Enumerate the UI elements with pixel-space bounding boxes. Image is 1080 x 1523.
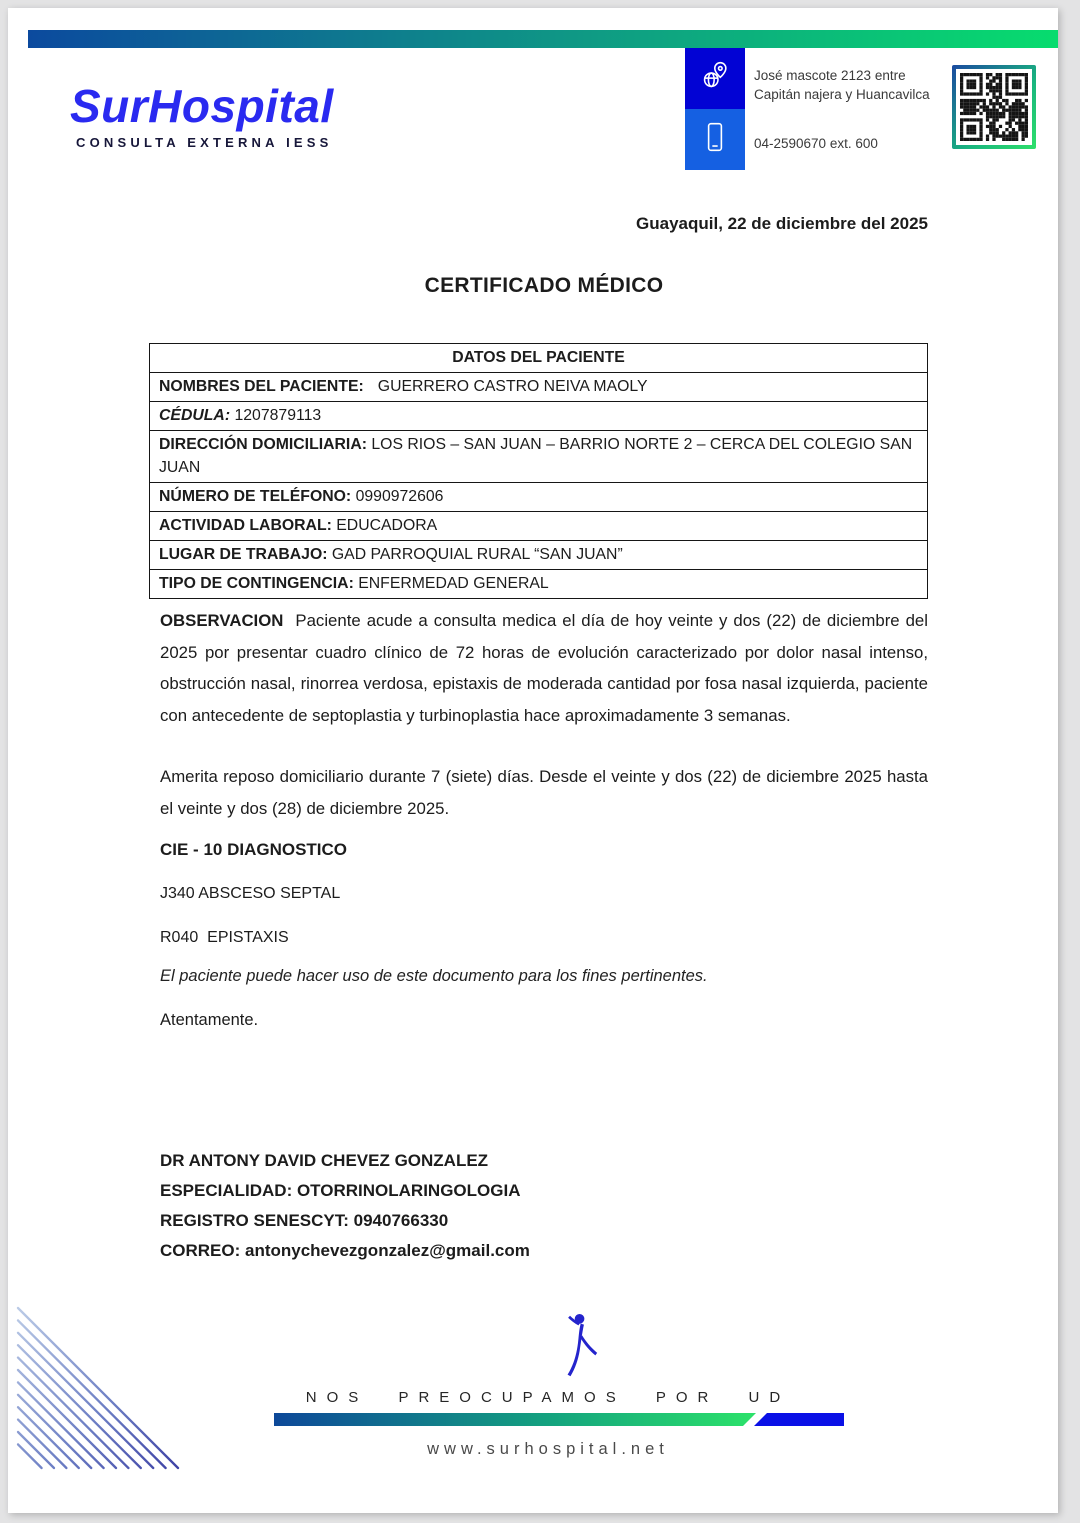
rest-paragraph: Amerita reposo domiciliario durante 7 (siete) días. Desde el veinte y dos (22) de diciembre 2025 hasta el veinte y dos (28) de diciembre 2025.: [160, 767, 928, 818]
footer-website: www.surhospital.net: [427, 1440, 669, 1458]
document-page: [8, 8, 1058, 1513]
location-pin-globe-icon: [698, 59, 732, 98]
footer-blue-bar: [754, 1413, 844, 1426]
table-row: DIRECCIÓN DOMICILIARIA: LOS RIOS – SAN JUAN – BARRIO NORTE 2 – CERCA DEL COLEGIO SAN JUAN: [150, 431, 927, 483]
diagnosis-item: J340 ABSCESO SEPTAL: [160, 885, 341, 902]
table-row: ACTIVIDAD LABORAL: EDUCADORA: [150, 512, 927, 541]
hospital-phone: 04-2590670 ext. 600: [754, 136, 878, 151]
qr-code: [952, 65, 1036, 149]
logo-subtitle: CONSULTA EXTERNA IESS: [76, 135, 333, 150]
table-row: CÉDULA: 1207879113: [150, 402, 927, 431]
hospital-address: [754, 66, 944, 104]
address-line-2: Capitán najera y Huancavilca: [754, 87, 930, 102]
table-row: TIPO DE CONTINGENCIA: ENFERMEDAD GENERAL: [159, 575, 549, 592]
usage-note: El paciente puede hacer uso de este documento para los fines pertinentes.: [160, 967, 708, 985]
patient-data-table: [149, 343, 928, 599]
doctor-registry: REGISTRO SENESCYT: 0940766330: [160, 1211, 449, 1230]
phone-icon-tile: [685, 109, 745, 170]
diagnosis-item: R040 EPISTAXIS: [160, 929, 289, 946]
contact-icons: [685, 48, 745, 170]
footer-gradient-bar: [274, 1413, 756, 1426]
page-title: CERTIFICADO MÉDICO: [424, 274, 664, 297]
table-row: NOMBRES DEL PACIENTE: GUERRERO CASTRO NEIVA MAOLY: [150, 373, 927, 402]
doctor-name: DR ANTONY DAVID CHEVEZ GONZALEZ: [160, 1151, 489, 1170]
footer-tagline: NOS PREOCUPAMOS POR UD: [305, 1389, 791, 1406]
jumping-person-logo-icon: [556, 1313, 602, 1387]
header-gradient-bar: [28, 30, 1058, 48]
location-icon-tile: [685, 48, 745, 109]
observation-text: Paciente acude a consulta medica el día de hoy veinte y dos (22) de diciembre del 2025 por presentar cuadro clínico de 72 horas de evolución caracterizado por dolor nasal intenso, obstrucción nasal, rinorrea verdosa, epistaxis de moderada cantidad por fosa nasal izquierda, paciente con antecedente de septoplastia y turbinoplastia hace aproximadamente 3 semanas.: [160, 611, 928, 725]
date-line: Guayaquil, 22 de diciembre del 2025: [636, 214, 928, 233]
smartphone-icon: [698, 120, 732, 159]
doctor-block: [160, 1146, 928, 1266]
hospital-logo: [70, 82, 400, 150]
logo-wordmark: SurHospital: [70, 80, 334, 132]
diagnosis-heading: CIE - 10 DIAGNOSTICO: [160, 840, 348, 859]
observation-paragraph: [160, 605, 928, 731]
observation-label: OBSERVACION: [160, 611, 284, 630]
diagonal-lines-decoration: [8, 1298, 208, 1474]
closing-text: Atentamente.: [160, 1011, 259, 1029]
address-line-1: José mascote 2123 entre: [754, 68, 906, 83]
doctor-specialty: ESPECIALIDAD: OTORRINOLARINGOLOGIA: [160, 1181, 521, 1200]
table-row: NÚMERO DE TELÉFONO: 0990972606: [150, 483, 927, 512]
table-header: DATOS DEL PACIENTE: [150, 344, 927, 373]
doctor-email: CORREO: antonychevezgonzalez@gmail.com: [160, 1241, 530, 1260]
table-row: LUGAR DE TRABAJO: GAD PARROQUIAL RURAL “SAN JUAN”: [150, 541, 927, 570]
